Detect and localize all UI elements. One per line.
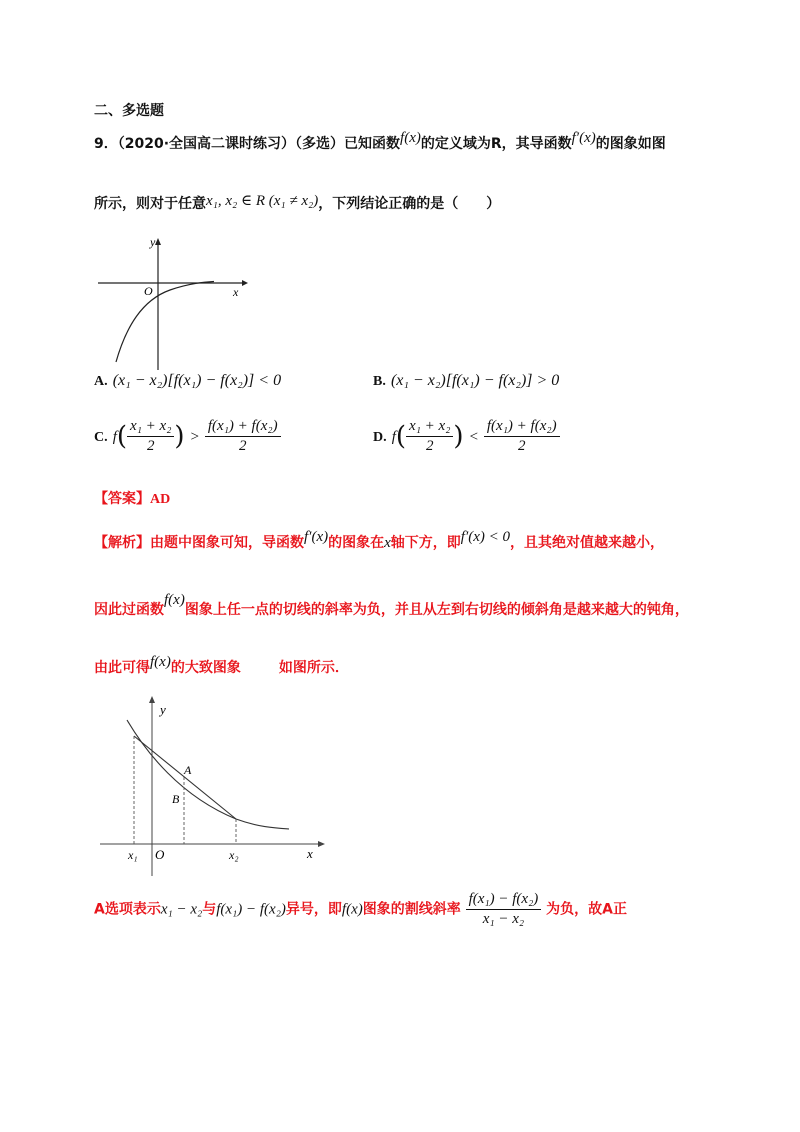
graph2-x1-label: x₁	[128, 848, 138, 862]
option-c-f: f	[112, 429, 117, 445]
analysis-line-4	[94, 891, 627, 928]
analysis-l3-a: 由此可得	[94, 660, 150, 676]
question-fpx: f′(x)	[571, 130, 596, 146]
question-prefix: 9．（2020·全国高二课时练习）（多选）已知函数	[94, 136, 401, 152]
analysis-line-3	[94, 654, 349, 677]
analysis-l1-b: 的图象在	[328, 535, 385, 551]
analysis-l2-fx: f(x)	[164, 592, 185, 608]
option-c: C. f( $\frac{\text{x₁ + x₂}}{2}$ ) > $\frac{\text{f(x₁) + f(x₂)}}{2}$	[94, 418, 281, 455]
analysis-l1-d: ，且其绝对值越来越小，	[510, 535, 664, 551]
analysis-l4-m1: x₁ − x₂	[160, 901, 203, 918]
analysis-l2-a: 因此过函数	[94, 602, 164, 618]
derivative-graph	[94, 232, 254, 372]
option-d-f: f	[391, 429, 396, 445]
analysis-fpx: f′(x)	[304, 529, 329, 545]
option-c-letter: C.	[94, 430, 108, 445]
graph1-x-arrow	[242, 280, 248, 286]
option-d: D. f( $\frac{\text{x₁ + x₂}}{2}$ ) < $\frac{\text{f(x₁) + f(x₂)}}{2}$	[373, 418, 560, 455]
analysis-l4-a: A选项表示	[94, 901, 161, 918]
analysis-l4-m2: f(x₁) − f(x₂)	[216, 901, 286, 918]
graph2-x2-label: x₂	[229, 848, 239, 862]
analysis-l2-b: 图象上任一点的切线的斜率为负，并且从左到右切线的倾斜角是越来越大的钝角，	[184, 602, 689, 618]
question-line-2	[94, 191, 500, 213]
analysis-l4-e: 为负，故A正	[546, 901, 628, 918]
analysis-l3-c: 如图所示．	[278, 660, 349, 676]
question-mid: 的定义域为R，其导函数	[420, 136, 572, 152]
analysis-l1-ineq: f′(x) < 0	[460, 529, 510, 545]
analysis-l4-num: f(x₁) − f(x₂)	[466, 891, 542, 910]
analysis-l1-x: x	[384, 535, 391, 551]
option-d-rden: 2	[517, 438, 526, 454]
analysis-l1-c: 轴下方，即	[390, 535, 461, 551]
analysis-l4-d: 图象的割线斜率	[362, 901, 461, 918]
question-fx: f(x)	[400, 130, 421, 146]
function-graph	[94, 690, 334, 882]
option-c-num: x₁ + x₂	[127, 418, 174, 437]
option-a	[94, 370, 281, 390]
graph2-point-a-label: A	[184, 763, 192, 777]
analysis-l4-c: 异号，即	[285, 901, 342, 918]
analysis-label: 【解析】	[94, 535, 150, 551]
question-line2-suffix: ，下列结论正确的是（ ）	[318, 196, 501, 212]
option-a-letter: A.	[94, 374, 108, 389]
graph1-curve	[116, 282, 214, 363]
option-b-letter: B.	[373, 374, 386, 389]
question-condition: x₁, x₂ ∈ R (x₁ ≠ x₂)	[206, 193, 319, 209]
option-c-rnum: f(x₁) + f(x₂)	[205, 418, 281, 437]
graph2-point-b-label: B	[172, 792, 180, 806]
analysis-l3-fx: f(x)	[150, 654, 171, 670]
graph2-y-label: y	[160, 702, 166, 717]
graph1-x-label: x	[233, 285, 239, 299]
analysis-l3-b: 的大致图象	[170, 660, 241, 676]
option-b	[373, 370, 559, 390]
option-d-den: 2	[425, 438, 434, 454]
answer-value: AD	[150, 492, 171, 507]
analysis-l4-fx: f(x)	[341, 901, 363, 918]
graph2-x-label: x	[307, 846, 313, 861]
graph2-origin-label: O	[155, 847, 165, 862]
graph1-y-arrow	[155, 238, 161, 245]
option-a-expr: (x₁ − x₂)[f(x₁) − f(x₂)] < 0	[112, 372, 282, 389]
option-d-rnum: f(x₁) + f(x₂)	[484, 418, 560, 437]
answer-label: 【答案】	[94, 491, 150, 507]
option-d-num: x₁ + x₂	[406, 418, 453, 437]
analysis-line-1	[94, 529, 664, 552]
question-suffix: 的图象如图	[595, 136, 666, 152]
graph2-x-arrow	[318, 841, 325, 847]
graph2-y-arrow	[149, 696, 155, 703]
option-b-expr: (x₁ − x₂)[f(x₁) − f(x₂)] > 0	[390, 372, 560, 389]
answer	[94, 488, 170, 508]
analysis-line-2	[94, 592, 689, 619]
section-heading: 二、多选题	[94, 103, 164, 119]
option-d-op: <	[468, 429, 479, 445]
graph1-y-label: y	[150, 235, 156, 249]
option-c-rden: 2	[238, 438, 247, 454]
option-c-op: >	[189, 429, 200, 445]
question-line2-prefix: 所示，则对于任意	[94, 196, 206, 212]
option-d-letter: D.	[373, 430, 387, 445]
graph2-secant	[134, 736, 236, 819]
question-line-1	[94, 130, 666, 153]
graph2-curve	[127, 720, 289, 829]
analysis-l4-den: x₁ − x₂	[482, 911, 525, 927]
graph1-origin-label: O	[144, 284, 153, 298]
analysis-l1-a: 由题中图象可知，导函数	[150, 535, 304, 551]
option-c-den: 2	[146, 438, 155, 454]
analysis-l4-b: 与	[202, 901, 217, 918]
